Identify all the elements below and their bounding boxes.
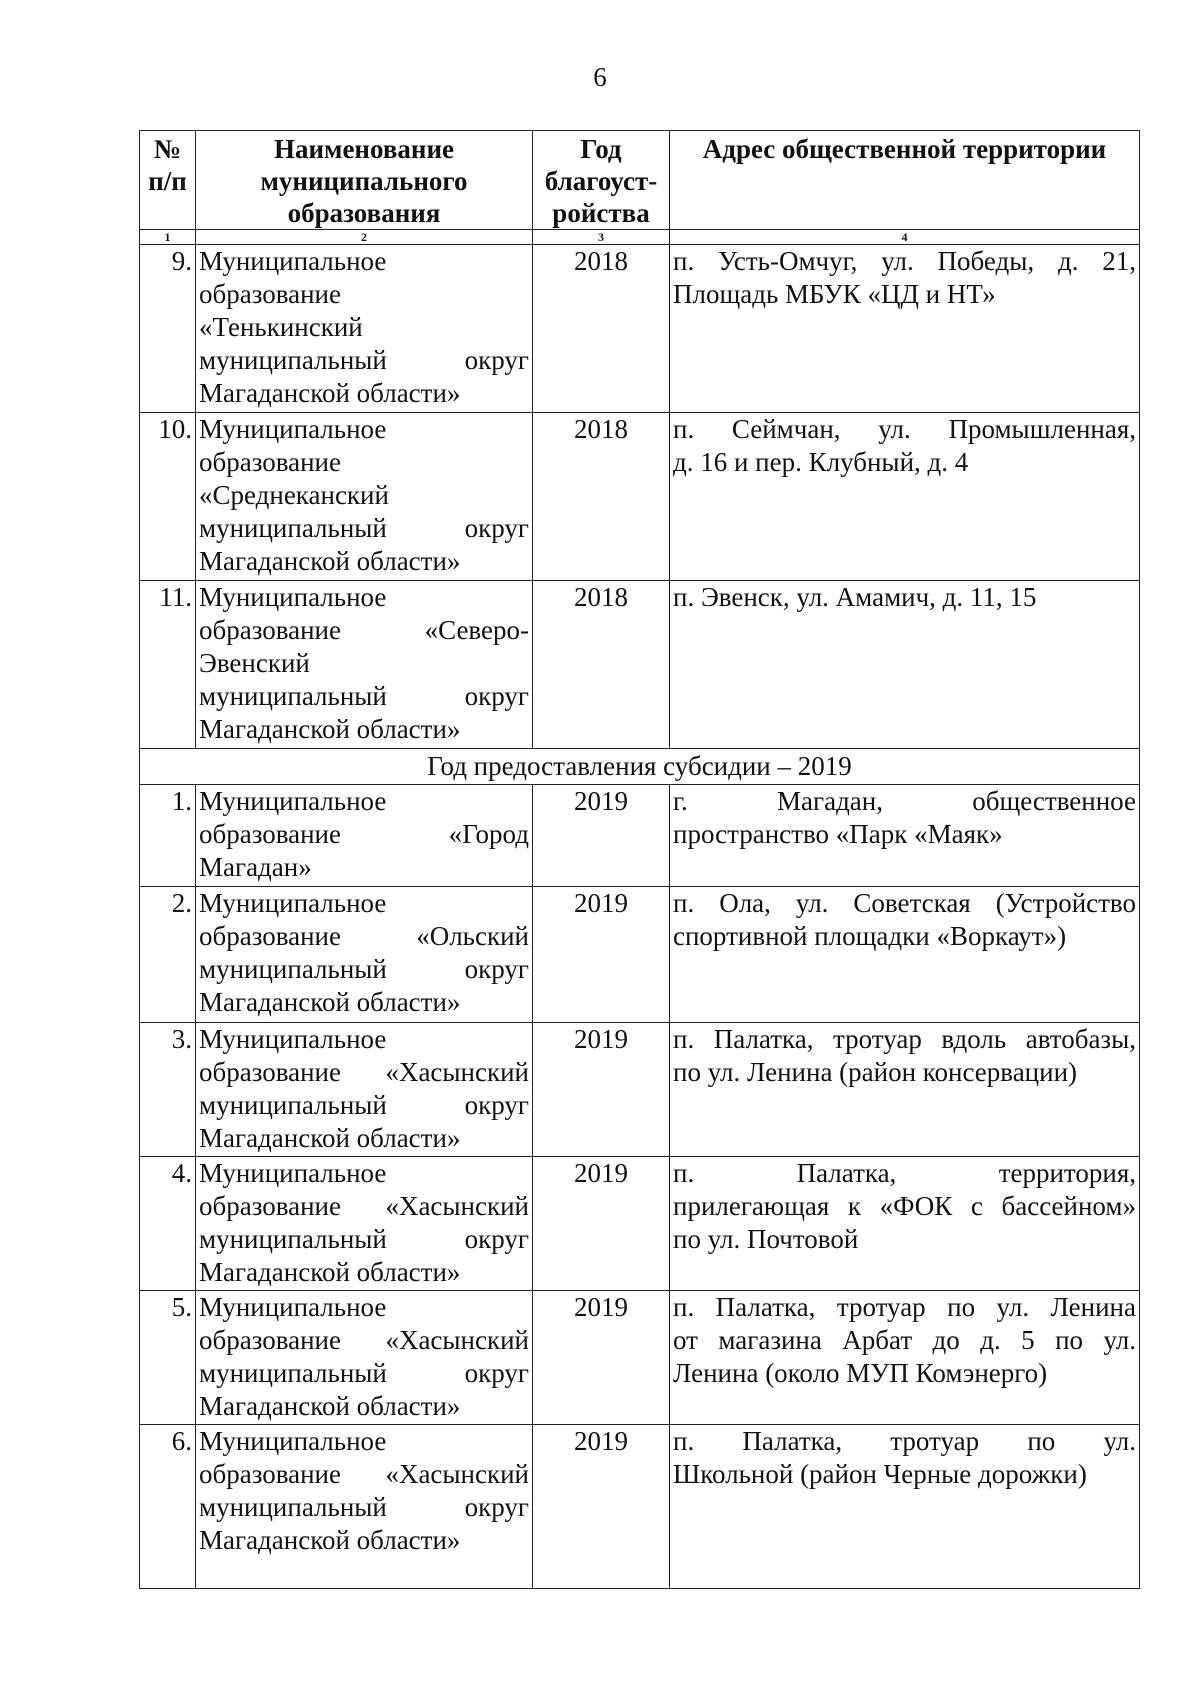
municipality-name: Муниципальное образование «Хасынский муниципальный округ Магаданской области» [196, 1157, 533, 1291]
table-row [140, 887, 1140, 1023]
section-row [140, 749, 1140, 785]
column-number: 2 [196, 230, 533, 245]
territory-address: п. Усть-Омчуг, ул. Победы, д. 21, Площадь МБУК «ЦД и НТ» [670, 245, 1140, 413]
column-number: 1 [140, 230, 196, 245]
municipality-name: Муниципальное образование «Город Магадан» [196, 785, 533, 887]
section-title: Год предоставления субсидии – 2019 [140, 749, 1140, 785]
header-municipality: Наименование муниципального образования [196, 131, 533, 230]
table-row [140, 1425, 1140, 1589]
improvement-year: 2019 [533, 1023, 670, 1157]
column-number: 3 [533, 230, 670, 245]
row-number: 2. [140, 887, 196, 1023]
header-year: Год благоуст- ройства [533, 131, 670, 230]
row-number: 3. [140, 1023, 196, 1157]
improvement-year: 2018 [533, 245, 670, 413]
territory-address: п. Палатка, тротуар по ул. Школьной (район Черные дорожки) [670, 1425, 1140, 1589]
table-row [140, 785, 1140, 887]
territories-table [139, 130, 1140, 1589]
territory-address: п. Сеймчан, ул. Промышленная, д. 16 и пер. Клубный, д. 4 [670, 413, 1140, 581]
table-row [140, 1157, 1140, 1291]
territory-address: п. Эвенск, ул. Амамич, д. 11, 15 [670, 581, 1140, 749]
territory-address: п. Палатка, тротуар по ул. Ленина от магазина Арбат до д. 5 по ул. Ленина (около МУП Комэнерго) [670, 1291, 1140, 1425]
territory-address: п. Палатка, тротуар вдоль автобазы, по ул. Ленина (район консервации) [670, 1023, 1140, 1157]
municipality-name: Муниципальное образование «Среднеканский муниципальный округ Магаданской области» [196, 413, 533, 581]
table-row [140, 1023, 1140, 1157]
territory-address: г. Магадан, общественное пространство «Парк «Маяк» [670, 785, 1140, 887]
table-row [140, 413, 1140, 581]
improvement-year: 2018 [533, 413, 670, 581]
table-row [140, 581, 1140, 749]
row-number: 4. [140, 1157, 196, 1291]
row-number: 6. [140, 1425, 196, 1589]
improvement-year: 2019 [533, 785, 670, 887]
column-number: 4 [670, 230, 1140, 245]
municipality-name: Муниципальное образование «Хасынский муниципальный округ Магаданской области» [196, 1291, 533, 1425]
column-number-row [140, 230, 1140, 245]
municipality-name: Муниципальное образование «Тенькинский муниципальный округ Магаданской области» [196, 245, 533, 413]
table-row [140, 1291, 1140, 1425]
territory-address: п. Ола, ул. Советская (Устройство спортивной площадки «Воркаут») [670, 887, 1140, 1023]
improvement-year: 2019 [533, 887, 670, 1023]
header-address: Адрес общественной территории [670, 131, 1140, 230]
header-row [140, 131, 1140, 230]
municipality-name: Муниципальное образование «Ольский муниципальный округ Магаданской области» [196, 887, 533, 1023]
row-number: 1. [140, 785, 196, 887]
municipality-name: Муниципальное образование «Хасынский муниципальный округ Магаданской области» [196, 1425, 533, 1589]
improvement-year: 2019 [533, 1425, 670, 1589]
page-number: 6 [593, 62, 607, 92]
row-number: 9. [140, 245, 196, 413]
municipality-name: Муниципальное образование «Хасынский муниципальный округ Магаданской области» [196, 1023, 533, 1157]
header-number: № п/п [140, 131, 196, 230]
row-number: 10. [140, 413, 196, 581]
improvement-year: 2019 [533, 1291, 670, 1425]
territory-address: п. Палатка, территория, прилегающая к «ФОК с бассейном» по ул. Почтовой [670, 1157, 1140, 1291]
municipality-name: Муниципальное образование «Северо- Эвенский муниципальный округ Магаданской области» [196, 581, 533, 749]
row-number: 11. [140, 581, 196, 749]
improvement-year: 2019 [533, 1157, 670, 1291]
row-number: 5. [140, 1291, 196, 1425]
improvement-year: 2018 [533, 581, 670, 749]
table-row [140, 245, 1140, 413]
